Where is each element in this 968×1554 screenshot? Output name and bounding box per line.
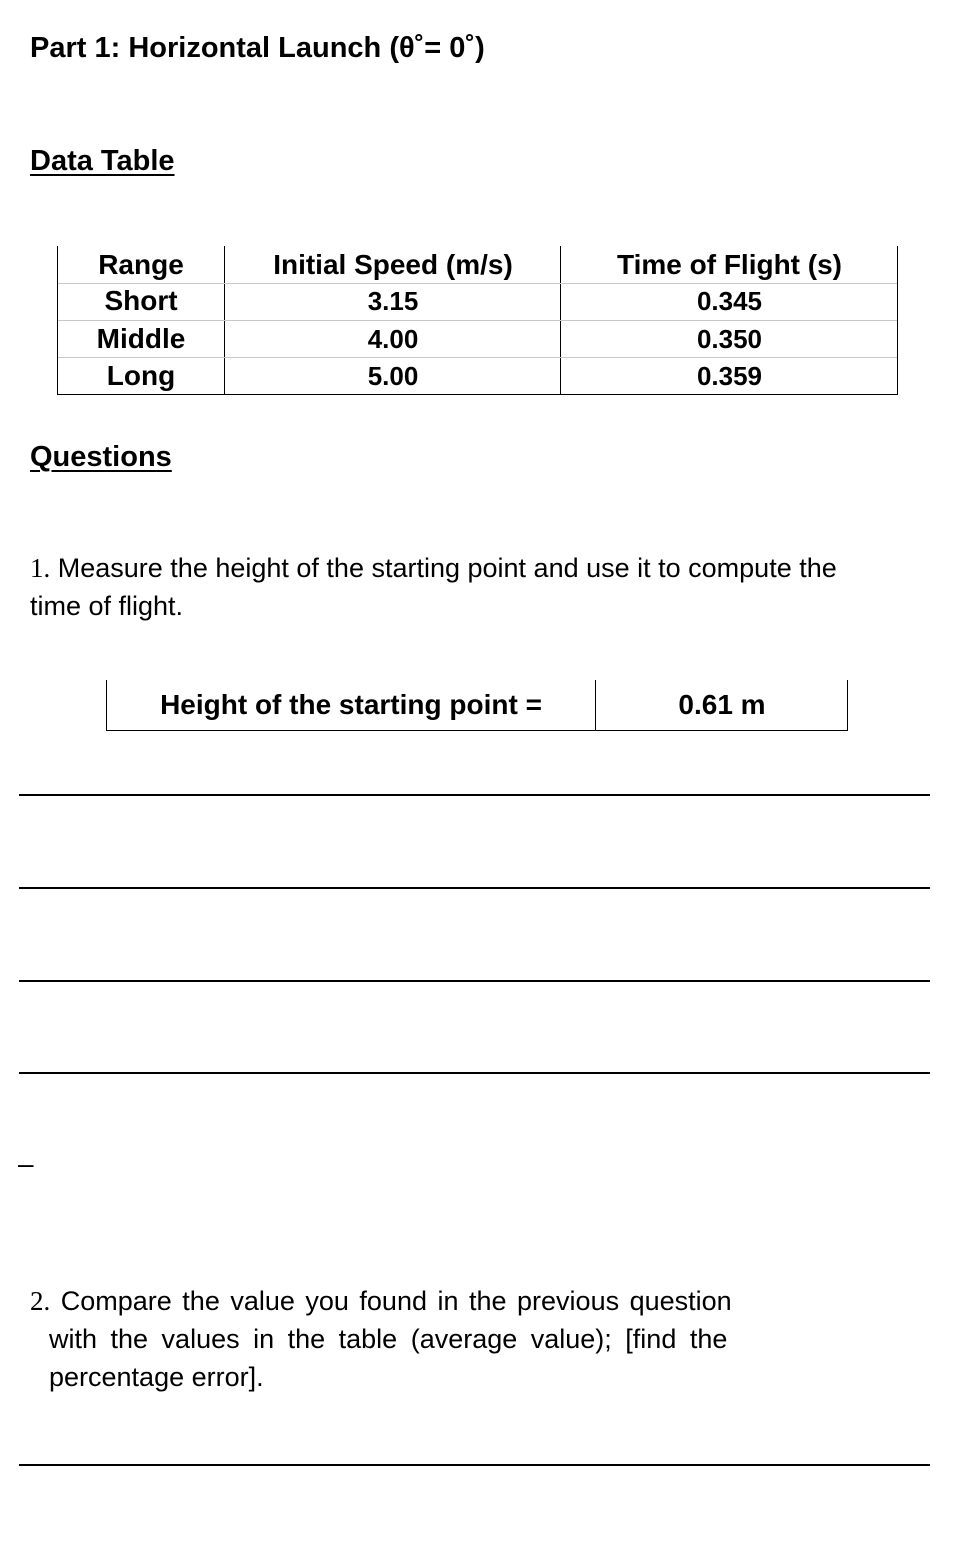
table-cell-range: Short [104, 285, 178, 316]
header-initial-speed: Initial Speed (m/s) [273, 249, 513, 280]
answer-line [19, 794, 930, 796]
answer-line [19, 1464, 930, 1466]
header-time-of-flight: Time of Flight (s) [616, 249, 843, 280]
table-cell-time-of-flight: 0.345 [696, 286, 763, 316]
question-2-text-line: percentage error]. [49, 1362, 264, 1392]
questions-heading: Questions [30, 441, 172, 473]
row-divider [58, 320, 897, 321]
question-2-text-line: Compare the value you found in the previous question [50, 1286, 732, 1316]
table-cell-range: Long [106, 360, 176, 391]
table-cell-initial-speed: 5.00 [367, 361, 419, 391]
answer-line [19, 1072, 930, 1074]
row-divider [58, 283, 897, 284]
question-1-number: 1. [30, 553, 51, 583]
data-table [57, 246, 898, 395]
question-1-text-line: time of flight. [30, 591, 184, 621]
page-title: Part 1: Horizontal Launch (θ˚= 0˚) [30, 32, 485, 64]
question-1-text-line: Measure the height of the starting point and use it to compute the [50, 553, 837, 583]
height-box-divider [595, 680, 596, 730]
data-table-heading: Data Table [30, 145, 175, 177]
question-2-number: 2. [30, 1286, 51, 1316]
answer-line [19, 887, 930, 889]
answer-line [19, 980, 930, 982]
table-cell-initial-speed: 4.00 [367, 324, 419, 354]
header-range: Range [98, 249, 184, 280]
table-cell-time-of-flight: 0.350 [696, 324, 763, 354]
table-cell-initial-speed: 3.15 [367, 286, 419, 316]
question-1 [30, 549, 837, 625]
height-box [106, 680, 848, 731]
stray-mark: – [18, 1148, 34, 1179]
table-cell-range: Middle [96, 323, 186, 354]
row-divider [58, 357, 897, 358]
table-cell-time-of-flight: 0.359 [696, 361, 763, 391]
question-2-text-line: with the values in the table (average value); [find the [49, 1324, 728, 1354]
height-value: 0.61 m [678, 689, 766, 720]
height-label: Height of the starting point = [160, 689, 542, 720]
question-2 [30, 1282, 732, 1396]
